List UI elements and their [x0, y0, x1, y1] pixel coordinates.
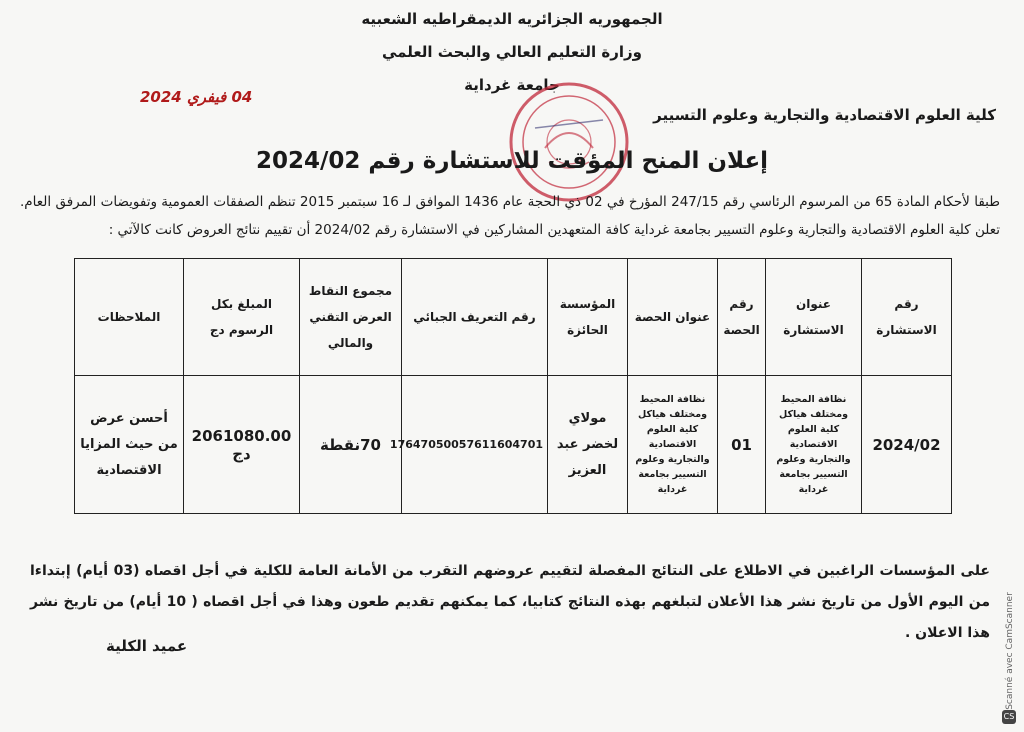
- faculty-heading: كلية العلوم الاقتصادية والتجارية وعلوم التسيير: [653, 106, 996, 124]
- notice-paragraph: على المؤسسات الراغبين في الاطلاع على النتائج المفصلة لتقييم عروضهم التقرب من الأمانة العامة للكلية في أجل اقصاه (03 أيام) إبتداءا من اليوم الأول من تاريخ نشر هذا الأعلان لتبلغهم بهذه النتائج كتابيا، كما يمكنهم تقديم طعون وهذا في أجل اقصاه ( 10 أيام) من تاريخ نشر هذا الاعلان .: [30, 563, 990, 641]
- scanner-watermark: [996, 590, 1022, 730]
- official-stamp-icon: [505, 78, 633, 206]
- header-lot-title: عنوان الحصة: [628, 259, 718, 376]
- university-heading: جامعة غرداية: [464, 76, 560, 94]
- header-notes: الملاحظات: [75, 259, 184, 376]
- cell-amount: 2061080.00 دج: [184, 376, 300, 514]
- handwritten-date: 04 فيفري 2024: [140, 88, 253, 106]
- header-lot-number: رقم الحصة: [718, 259, 766, 376]
- cell-consultation-number: 2024/02: [862, 376, 952, 514]
- cell-notes: أحسن عرض من حيث المزايا الاقتصادية: [75, 376, 184, 514]
- ministry-heading: وزارة التعليم العالي والبحث العلمي: [381, 43, 643, 61]
- announcement-title: إعلان المنح المؤقت للاستشارة رقم 2024/02: [255, 148, 769, 174]
- cell-lot-number: 01: [718, 376, 766, 514]
- scanner-watermark-text: Scanné avec CamScanner: [1005, 592, 1015, 710]
- header-amount: المبلغ بكل الرسوم دج: [184, 259, 300, 376]
- camscanner-logo-icon: CS: [1002, 710, 1016, 724]
- table-header-row: [75, 259, 952, 376]
- cell-consultation-title: نظافة المحيط ومختلف هياكل كلية العلوم الاقتصادية والتجارية وعلوم التسيير بجامعة غرداية: [766, 376, 862, 514]
- cell-points: 70نقطة: [300, 376, 402, 514]
- header-winner: المؤسسة الحائزة: [548, 259, 628, 376]
- header-consultation-title: عنوان الاستشارة: [766, 259, 862, 376]
- cell-lot-title: نظافة المحيط ومختلف هياكل كلية العلوم الاقتصادية والتجارية وعلوم التسيير بجامعة غرداية: [628, 376, 718, 514]
- cell-winner: مولاي لخضر عبد العزيز: [548, 376, 628, 514]
- republic-heading: الجمهوريه الجزائريه الديمقراطيه الشعبيه: [361, 10, 663, 28]
- dean-signature: عميد الكلية: [106, 637, 188, 655]
- header-tax-id: رقم التعريف الجبائي: [402, 259, 548, 376]
- intro-paragraph: طبقا لأحكام المادة 65 من المرسوم الرئاسي رقم 247/15 المؤرخ في 02 ذي الحجة عام 1436 الموافق لـ 16 سبتمبر 2015 تنظم الصفقات العمومية وتفويضات المرفق العام. تعلن كلية العلوم الاقتصادية والتجارية وعلوم التسيير بجامعة غرداية كافة المتعهدين المشاركين في الاستشارة رقم 2024/02 أن تقييم نتائج العروض كانت كالآتي :: [20, 194, 1000, 238]
- header-consultation-number: رقم الاستشارة: [862, 259, 952, 376]
- results-table: [74, 258, 952, 514]
- header-points: مجموع النقاط العرض التقني والمالي: [300, 259, 402, 376]
- cell-tax-id: 17647050057611604701: [402, 376, 548, 514]
- table-row: [75, 376, 952, 514]
